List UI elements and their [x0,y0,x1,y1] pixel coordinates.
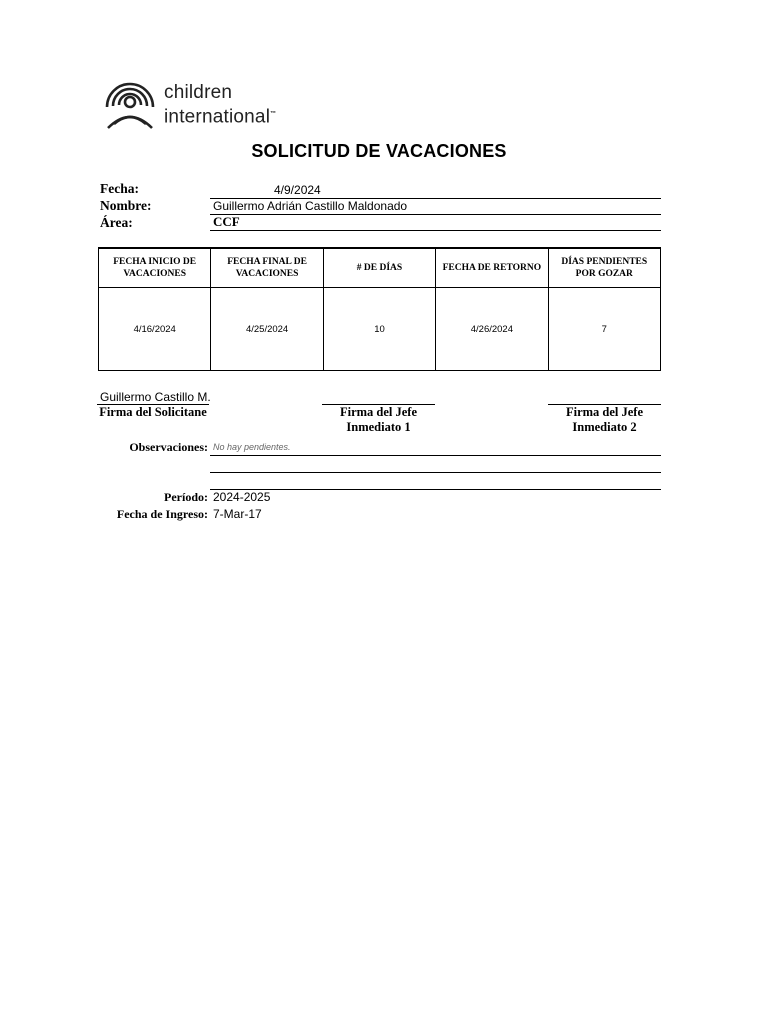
fecha-field [210,182,661,199]
nombre-value: Guillermo Adrián Castillo Maldonado [213,199,408,213]
header-fecha-retorno: FECHA DE RETORNO [436,248,548,288]
observaciones-line-3 [210,489,661,490]
table-row [99,288,661,371]
page-title: SOLICITUD DE VACACIONES [251,141,507,161]
periodo-label: Período: [164,490,208,504]
periodo-value: 2024-2025 [213,490,271,504]
observaciones-line-1 [210,455,661,456]
cell-dias-pendientes: 7 [548,288,660,371]
observaciones-value: No hay pendientes. [213,442,291,452]
header-fecha-final: FECHA FINAL DE VACACIONES [211,248,323,288]
fecha-label: Fecha: [100,181,139,196]
observaciones-line-2 [210,472,661,473]
cell-num-dias: 10 [323,288,435,371]
cell-fecha-final: 4/25/2024 [211,288,323,371]
trademark-mark: ™ [270,111,277,117]
logo-text-line1: children [164,82,233,103]
header-fecha-inicio: FECHA INICIO DE VACACIONES [99,248,211,288]
jefe1-signature-label: Firma del Jefe Inmediato 1 [339,405,418,434]
header-dias-pendientes: DÍAS PENDIENTES POR GOZAR [548,248,660,288]
area-value: CCF [213,214,240,229]
fecha-ingreso-value: 7-Mar-17 [213,507,262,521]
header-num-dias: # DE DÍAS [323,248,435,288]
observaciones-label: Observaciones: [129,440,208,454]
fecha-ingreso-label: Fecha de Ingreso: [116,507,208,521]
solicitante-signature-name: Guillermo Castillo M. [100,390,211,404]
logo-text-line2 [164,103,276,128]
nombre-label: Nombre: [100,198,152,213]
area-field [210,214,661,231]
vacation-table [98,247,661,371]
cell-fecha-inicio: 4/16/2024 [99,288,211,371]
nombre-field [210,198,661,215]
children-international-logo-icon [104,80,160,132]
solicitante-signature-label: Firma del Solicitane [99,405,207,419]
cell-fecha-retorno: 4/26/2024 [436,288,548,371]
area-label: Área: [100,215,133,230]
jefe2-signature-label: Firma del Jefe Inmediato 2 [565,405,644,434]
logo-text-line2-word: international [164,106,271,128]
fecha-value: 4/9/2024 [274,183,321,197]
table-header-row [99,248,661,288]
